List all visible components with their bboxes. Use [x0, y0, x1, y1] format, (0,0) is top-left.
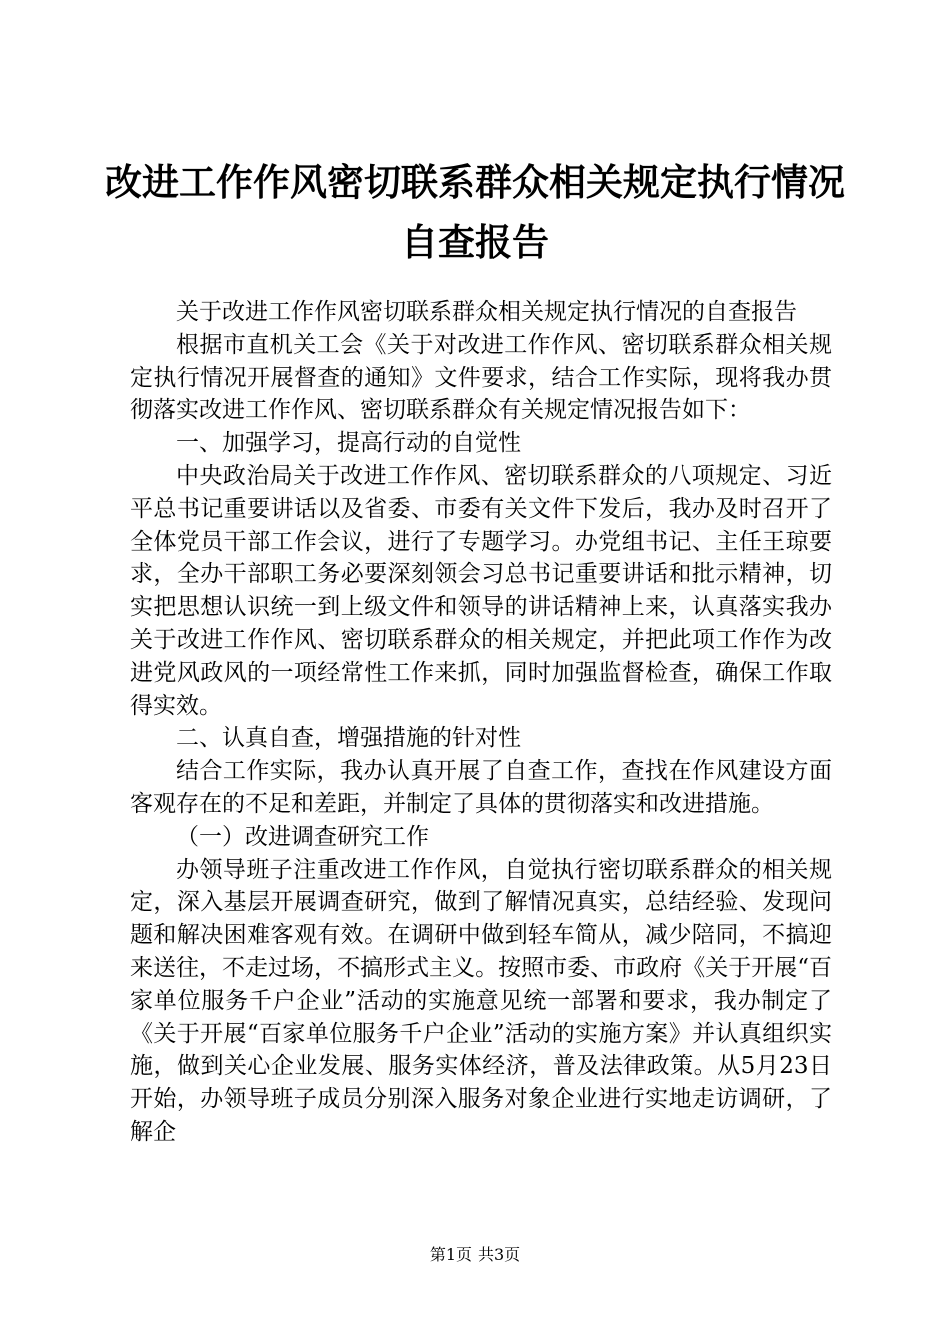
- paragraph-section-2: 结合工作实际，我办认真开展了自查工作，查找在作风建设方面客观存在的不足和差距，并制定了具体的贯彻落实和改进措施。: [130, 758, 832, 817]
- page-total: 共3页: [478, 1245, 521, 1264]
- document-title-line-1: 改进工作作风密切联系群众相关规定执行情况: [105, 161, 845, 204]
- paragraph-sub-section-1: 办领导班子注重改进工作作风，自觉执行密切联系群众的相关规定，深入基层开展调查研究，做到了解情况真实，总结经验、发现问题和解决困难客观有效。在调研中做到轻车简从，减少陪同，不搞迎来送往，不走过场，不搞形式主义。按照市委、市政府《关于开展“百家单位服务千户企业”活动的实施意见统一部署和要求，我办制定了《关于开展“百家单位服务千户企业”活动的实施方案》并认真组织实施，做到关心企业发展、服务实体经济，普及法律政策。从5月23日开始，办领导班子成员分别深入服务对象企业进行实地走访调研，了解企: [130, 856, 832, 1145]
- document-title-line-2: 自查报告: [401, 221, 549, 264]
- document-body: [130, 296, 832, 1149]
- paragraph-section-1: 中央政治局关于改进工作作风、密切联系群众的八项规定、习近平总书记重要讲话以及省委、市委有关文件下发后，我办及时召开了全体党员干部工作会议，进行了专题学习。办党组书记、主任王琼要求，全办干部职工务必要深刻领会习总书记重要讲话和批示精神，切实把思想认识统一到上级文件和领导的讲话精神上来，认真落实我办关于改进工作作风、密切联系群众的相关规定，并把此项工作作为改进党风政风的一项经常性工作来抓，同时加强监督检查，确保工作取得实效。: [130, 462, 832, 719]
- sub-section-heading-1: （一）改进调查研究工作: [176, 823, 429, 850]
- paragraph-intro: 根据市直机关工会《关于对改进工作作风、密切联系群众相关规定执行情况开展督查的通知》文件要求，结合工作实际，现将我办贯彻落实改进工作作风、密切联系群众有关规定情况报告如下：: [130, 331, 832, 424]
- section-heading-1: 一、加强学习，提高行动的自觉性: [176, 430, 521, 457]
- section-heading-2: 二、认真自查，增强措施的针对性: [176, 725, 521, 752]
- page-number: 第1页: [429, 1245, 472, 1264]
- paragraph-subtitle: 关于改进工作作风密切联系群众相关规定执行情况的自查报告: [176, 299, 797, 325]
- page-footer: [0, 1245, 950, 1265]
